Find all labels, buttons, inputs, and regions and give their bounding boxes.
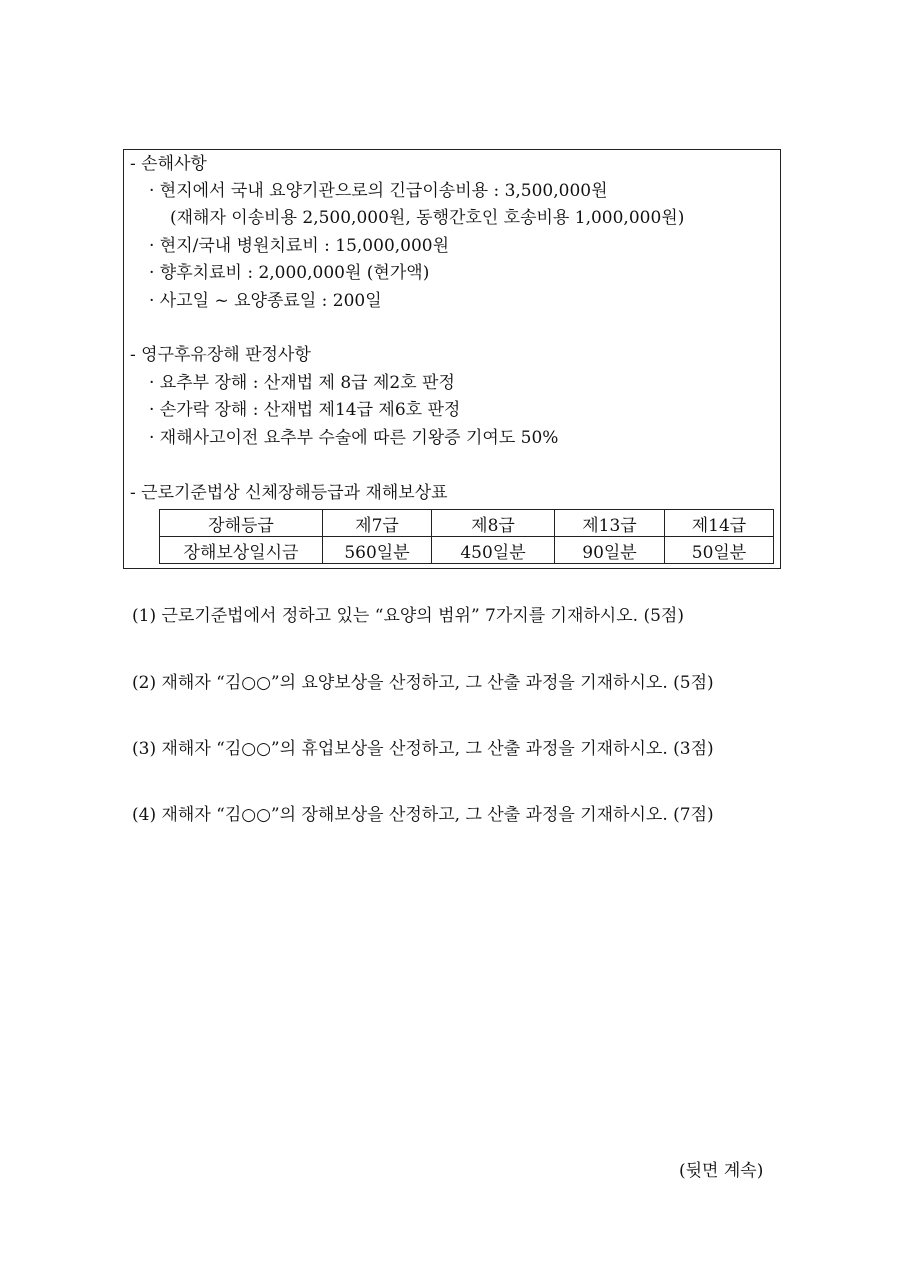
table-header-row: [160, 510, 774, 537]
question-1: (1) 근로기준법에서 정하고 있는 “요양의 범위” 7가지를 기재하시오. (5점): [132, 606, 684, 626]
disability-item: · 재해사고이전 요추부 수술에 따른 기왕증 기여도 50%: [149, 428, 559, 448]
table-header-cell: 장해등급: [160, 510, 323, 537]
case-info-box: [123, 149, 781, 569]
table-section-heading: - 근로기준법상 신체장해등급과 재해보상표: [130, 483, 448, 503]
disability-item: · 손가락 장해 : 산재법 제14급 제6호 판정: [149, 400, 461, 420]
table-cell: 장해보상일시금: [160, 537, 323, 564]
table-header-cell: 제8급: [432, 510, 555, 537]
question-2: (2) 재해자 “김○○”의 요양보상을 산정하고, 그 산출 과정을 기재하시오. (5점): [132, 673, 714, 693]
table-cell: 450일분: [432, 537, 555, 564]
damage-item: · 현지에서 국내 요양기관으로의 긴급이송비용 : 3,500,000원: [149, 181, 608, 201]
disability-compensation-table: [159, 509, 774, 564]
table-cell: 50일분: [665, 537, 774, 564]
continued-on-back-note: (뒷면 계속): [679, 1161, 764, 1181]
question-4: (4) 재해자 “김○○”의 장해보상을 산정하고, 그 산출 과정을 기재하시오. (7점): [132, 805, 714, 825]
damage-item: · 현지/국내 병원치료비 : 15,000,000원: [149, 236, 450, 256]
disability-item: · 요추부 장해 : 산재법 제 8급 제2호 판정: [149, 373, 455, 393]
table-row: [160, 537, 774, 564]
table-cell: 90일분: [555, 537, 665, 564]
damage-heading: - 손해사항: [130, 154, 207, 174]
table-header-cell: 제7급: [323, 510, 432, 537]
table-header-cell: 제13급: [555, 510, 665, 537]
damage-item: (재해자 이송비용 2,500,000원, 동행간호인 호송비용 1,000,000원): [170, 208, 685, 228]
question-3: (3) 재해자 “김○○”의 휴업보상을 산정하고, 그 산출 과정을 기재하시오. (3점): [132, 739, 714, 759]
table-header-cell: 제14급: [665, 510, 774, 537]
table-cell: 560일분: [323, 537, 432, 564]
disability-heading: - 영구후유장해 판정사항: [130, 345, 311, 365]
damage-item: · 사고일 ~ 요양종료일 : 200일: [149, 291, 382, 311]
damage-item: · 향후치료비 : 2,000,000원 (현가액): [149, 263, 430, 283]
